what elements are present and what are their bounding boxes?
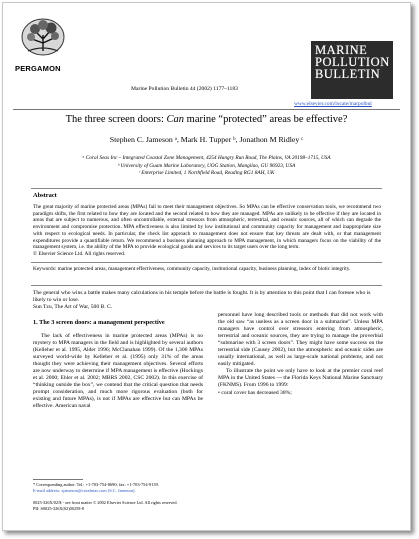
corresponding-author-note: * Corresponding author. Tel.: +1-703-754-8690; fax: +1-703-754-9139.	[33, 482, 159, 487]
title-italic: Can	[166, 114, 185, 125]
body-paragraph: To illustrate the point we only have to look at the premier coral reef MPA in the United States — the Florida Keys National Marine Sanctuary (FKNMS). From 1996 to 1999:	[218, 368, 383, 389]
epigraph-source: Sun Tzu, The Art of War, 500 B. C.	[33, 304, 113, 310]
epigraph-quote: The general who wins a battle makes many calculations in his temple before the battle is fought. It is by attention to this point that I can foresee who is likely to win or lose.	[33, 290, 371, 303]
abstract-copyright: © Elsevier Science Ltd. All rights reserved.	[33, 250, 126, 257]
section-heading: 1. The 3 screen doors: a management perspective	[33, 319, 165, 326]
pii-line: PII: S0025-326X(02)00258-8	[33, 505, 84, 511]
email-link[interactable]: E-mail address: sjameson@coralseas.com (S.C. Jameson).	[33, 487, 136, 493]
keywords-top-rule	[31, 262, 382, 263]
paper-page	[2, 2, 411, 531]
title-before: The three screen doors:	[65, 114, 167, 125]
pii-block	[33, 500, 253, 511]
abstract-heading: Abstract	[33, 192, 57, 199]
affiliation-a: ᵃ Coral Seas Inc – Integrated Coastal Zone Management, 4254 Hungry Run Road, The Plains, VA 20198–1715, USA	[82, 155, 331, 161]
affiliation-c: ᶜ Enterprise Limited, 1 Northfield Road, Reading RG1 8AH, UK	[138, 170, 275, 176]
keywords-bottom-rule	[31, 285, 382, 286]
footnote	[33, 482, 213, 494]
title-after: marine “protected” areas be effective?	[184, 114, 348, 125]
keywords: Keywords: marine protected areas, management effectiveness, community capacity, institutional capacity, business planning, index of biotic integrity.	[33, 266, 351, 272]
abstract-text: The great majority of marine protected areas (MPAs) fail to meet their management objectives. So MPAs can be effective conservation tools, we recommend two paradigm shifts, the first related to how they are located and the second related to how they are managed. MPAs are unlikely to be effective if they are located in areas that are subject to numerous, and often uncontrollable, external stressors from atmospheric, terrestrial, and oceanic sources, all of which can degrade the environment and compromise protection. MPA effectiveness is also limited by low institutional and community capacity for management and inappropriate size with respect to ecological needs. In particular, the check list approach to management does not ensure that key threats are dealt with, or that management expenditures provide a quantifiable return. We recommend a business planning approach to MPA management, in which managers focus on the viability of the management system, i.e. the ability of the MPA to provide ecological goods and services to its target users over the long term.	[33, 204, 381, 251]
banner-line-2: POLLUTION	[315, 55, 390, 69]
journal-banner	[311, 41, 393, 99]
abstract-body	[33, 204, 381, 258]
tree-emblem-icon	[20, 17, 66, 57]
body-paragraph: The lack of effectiveness in marine protected areas (MPAs) is no mystery to MPA managers in the field and is highlighted by several authors (Kelleher et al. 1995, Alder 1996; McClanahan 1999). Of the 1,306 MPAs surveyed world-wide by Kelleher et al. (1995) only 31% of the areas thought they were achieving their management objectives. Several efforts are now underway to determine if MPA management is effective (Hockings et al. 2000; Ehler et al. 2002; MBRS 2002, CSC 2002). In this exercise of “thinking outside the box”, we contend that the critical question that needs prompt consideration, and much more rigorous evaluation (both for existing and future MPAs), is not if MPAs are effective but can MPAs be effective. American naval	[33, 333, 203, 410]
body-column-right	[218, 312, 383, 397]
bullet-item: • coral cover has decreased 38%;	[218, 389, 292, 396]
banner-line-1: MARINE	[315, 43, 368, 57]
author-list: Stephen C. Jameson ᵃ, Mark H. Tupper ᵇ, Jonathon M Ridley ᶜ	[109, 135, 304, 144]
affiliation-b: ᵇ University of Guam Marine Laboratory, UOG Station, Mangilao, GU 96923, USA	[117, 162, 296, 169]
body-paragraph: personnel have long described tools or methods that did not work with the old saw “as useless as a screen door in a submarine”. Unless MPA managers have control over stressors entering from atmospheric, terrestrial and oceanic sources, they are trying to manage the proverbial “submarine with 3 screen doors”. They might have some success on the terrestrial side (Causey 2002), but the atmospheric and oceanic sides are usually international, as well as large-scale national problems, and not easily mitigated.	[218, 312, 383, 368]
body-column-left	[33, 333, 203, 411]
header-rule	[13, 109, 400, 110]
paper-title	[3, 114, 410, 125]
affiliations	[3, 155, 410, 178]
publisher-name: PERGAMON	[15, 64, 61, 73]
footnote-rule	[33, 479, 83, 480]
epigraph	[33, 290, 381, 311]
journal-url-link[interactable]: www.elsevier.com/locate/marpolbul	[294, 101, 372, 107]
publisher-logo	[15, 17, 71, 73]
abstract-top-rule	[31, 188, 382, 189]
banner-line-3: BULLETIN	[315, 67, 381, 81]
journal-citation: Marine Pollution Bulletin 44 (2002) 1177–1183	[131, 86, 238, 92]
front-matter-line: 0025-326X/02/$ - see front matter © 2002 Elsevier Science Ltd. All rights reserved.	[33, 500, 178, 505]
